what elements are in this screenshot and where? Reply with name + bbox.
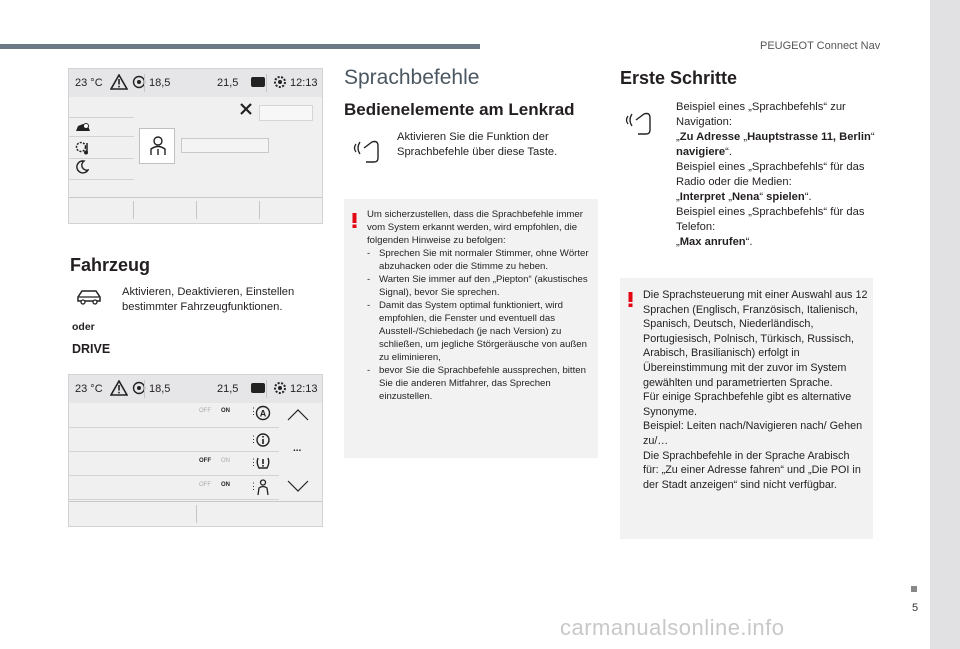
menu-dots-icon[interactable]: ⋮ <box>249 406 258 416</box>
first-steps-text <box>676 100 876 250</box>
search-field[interactable] <box>259 105 313 121</box>
toggle-on-label: ON <box>221 458 230 464</box>
settings-gear-icon <box>273 75 287 89</box>
status-bar <box>69 69 322 97</box>
value-left: 18,5 <box>149 383 171 395</box>
menu-dots-icon[interactable]: ⋮ <box>249 457 258 467</box>
value-right: 21,5 <box>217 77 239 89</box>
value-left: 18,5 <box>149 77 171 89</box>
profile-name-field[interactable] <box>181 138 269 153</box>
section-title-controls: Bedienelemente am Lenkrad <box>344 100 575 119</box>
right-margin-strip <box>930 0 960 649</box>
toggle-off-label: OFF <box>199 408 211 414</box>
car-icon <box>76 288 102 306</box>
command-phone: „Max anrufen“. <box>676 236 753 248</box>
settings-gear-icon <box>273 381 287 395</box>
temperature: 23 °C <box>75 383 103 395</box>
scroll-down-icon[interactable] <box>287 480 309 492</box>
command-navigation: „Zu Adresse „Hauptstrasse 11, Berlin“ navigiere“. <box>676 131 875 158</box>
page-indicator: ... <box>293 443 302 454</box>
temperature: 23 °C <box>75 77 103 89</box>
audio-settings-icon[interactable] <box>75 140 93 156</box>
watermark: carmanualsonline.info <box>560 615 785 640</box>
section-title-fahrzeug: Fahrzeug <box>70 255 151 275</box>
list-item: - Damit das System optimal funktioniert, wird empfohlen, die Fenster und eventuell das Ausstell-/Schiebedach (je nach Version) zu schließen, um jegliche Störgeräusche von außen zu eliminieren, <box>367 300 587 363</box>
status-bar <box>69 375 322 403</box>
oder-label: oder <box>72 321 95 333</box>
scroll-up-icon[interactable] <box>287 409 309 421</box>
toggle-off-label[interactable]: OFF <box>199 458 211 464</box>
svg-text:A: A <box>259 408 267 419</box>
driver-seat-icon[interactable] <box>255 479 271 497</box>
example-radio: Beispiel eines „Sprachbefehls“ für das Radio oder die Medien: <box>676 161 865 188</box>
note-box-voice-tips <box>344 199 598 458</box>
car-settings-icon[interactable] <box>75 121 91 135</box>
list-item: - Sprechen Sie mit normaler Stimmer, ohne Wörter abzuhacken oder die Stimme zu heben. <box>367 248 589 272</box>
example-phone: Beispiel eines „Sprachbefehls“ für das Telefon: <box>676 206 865 233</box>
note-text <box>367 208 595 403</box>
controls-text: Aktivieren Sie die Funktion der Sprachbefehle über diese Taste. <box>397 131 558 158</box>
note-intro: Um sicherzustellen, dass die Sprachbefehle immer vom System erkannt werden, wird empfohlen, die folgenden Hinweise zu befolgen: <box>367 209 583 246</box>
voice-command-icon <box>352 138 382 164</box>
tyre-pressure-warning-icon[interactable] <box>255 455 271 471</box>
user-profile-icon <box>149 135 167 157</box>
warning-icon <box>110 380 128 396</box>
important-icon <box>352 213 357 228</box>
continue-marker <box>911 586 917 592</box>
top-rule <box>0 44 480 49</box>
toggle-on-label[interactable]: ON <box>221 482 230 488</box>
clock: 12:13 <box>290 383 318 395</box>
running-header: PEUGEOT Connect Nav <box>760 40 881 52</box>
auto-assist-icon[interactable] <box>255 405 271 421</box>
screen-mockup-driving-aids <box>68 374 323 527</box>
phone-icon <box>250 381 266 395</box>
info-icon[interactable] <box>255 432 271 448</box>
profile-tile[interactable] <box>139 128 175 164</box>
drive-label: DRIVE <box>72 342 111 356</box>
note-text: Die Sprachsteuerung mit einer Auswahl aus 12 Sprachen (Englisch, Französisch, Italienisch, Spanisch, Deutsch, Niederländisch, Portugiesisch, Polnisch, Türkisch, Russisch, Arabisch, Brasilianisch) erfolgt in Übereinstimmung mit der zuvor im System gewählten und parametrierten Sprache. Für einige Sprachbefehle gibt es alternative Synonyme. Beispiel: Leiten nach/Navigieren nach/ Gehen zu/… Die Sprachbefehle in der Sprache Arabisch für: „Zu einer Adresse fahren“ und „Die POI in der Stadt anzeigen“ sind nicht verfügbar. <box>643 289 868 491</box>
voice-command-icon <box>624 110 654 136</box>
fahrzeug-text: Aktivieren, Deaktivieren, Einstellen bestimmter Fahrzeugfunktionen. <box>122 286 295 313</box>
menu-dots-icon[interactable]: ⋮ <box>249 481 258 491</box>
screen-mockup-settings <box>68 68 323 224</box>
moon-night-mode-icon[interactable] <box>75 160 89 174</box>
example-navigation: Beispiel eines „Sprachbefehls“ zur Navigation: <box>676 101 846 128</box>
menu-dots-icon[interactable]: ⋮ <box>249 434 258 444</box>
toggle-off-label: OFF <box>199 482 211 488</box>
command-radio: „Interpret „Nena“ spielen“. <box>676 191 812 203</box>
page-title: Sprachbefehle <box>344 66 480 89</box>
important-icon <box>628 292 633 307</box>
section-title-first-steps: Erste Schritte <box>620 68 738 88</box>
list-item: - bevor Sie die Sprachbefehle aussprechen, bitten Sie die anderen Mitfahrer, das Sprechen einzustellen. <box>367 365 586 402</box>
close-icon[interactable] <box>240 103 252 115</box>
list-item: - Warten Sie immer auf den „Piepton“ (akustisches Signal), bevor Sie sprechen. <box>367 274 588 298</box>
page-number: 5 <box>912 602 919 614</box>
clock: 12:13 <box>290 77 318 89</box>
value-right: 21,5 <box>217 383 239 395</box>
note-box-languages <box>620 278 873 539</box>
toggle-on-label[interactable]: ON <box>221 408 230 414</box>
phone-icon <box>250 75 266 89</box>
warning-icon <box>110 74 128 90</box>
